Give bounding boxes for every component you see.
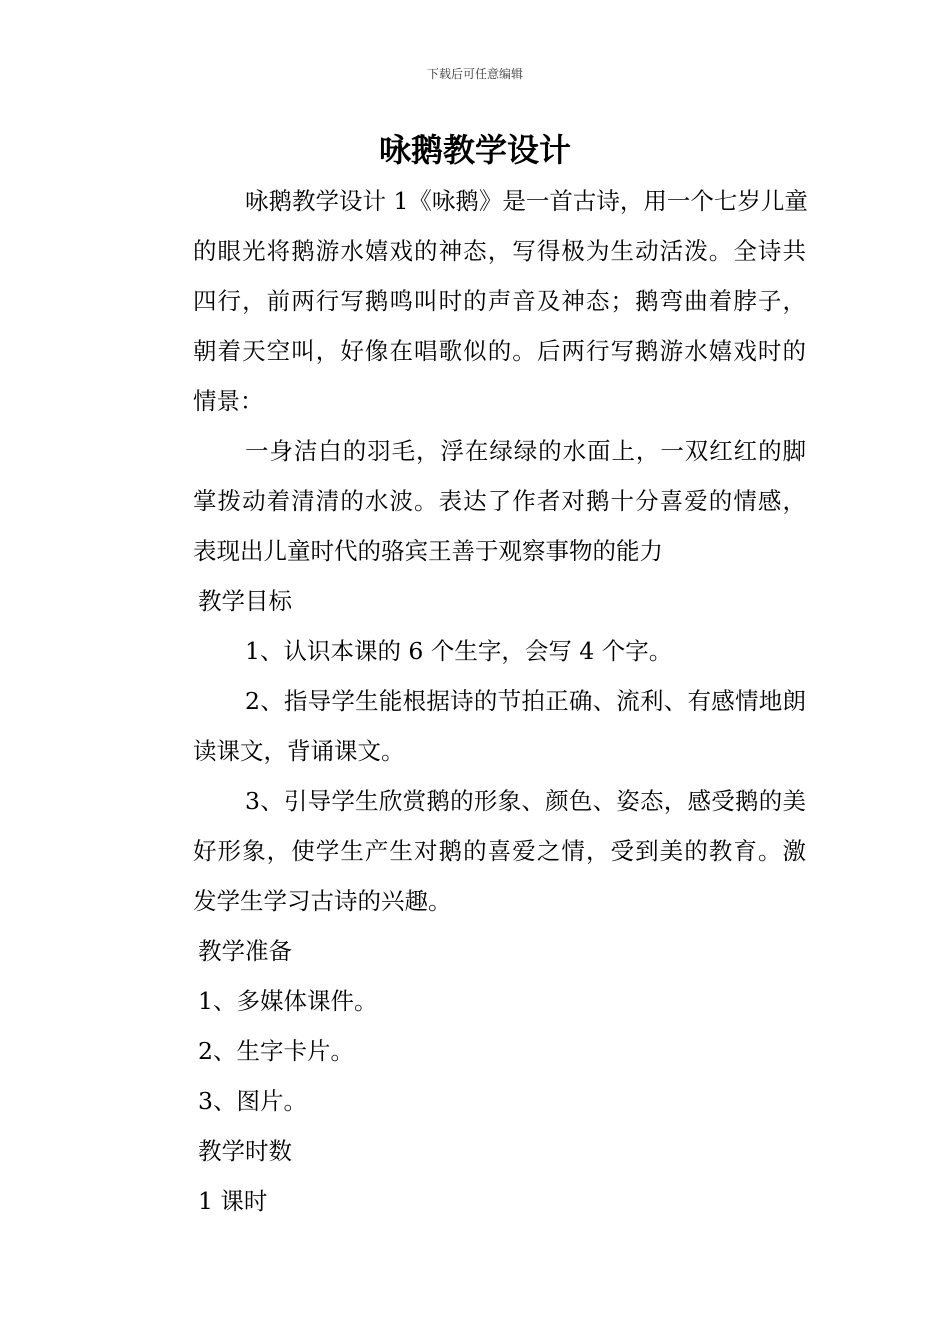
preparation-item: 3、图片。 [198, 1087, 307, 1115]
text-line: 咏鹅教学设计 1《咏鹅》是一首古诗，用一个七岁儿童 [245, 187, 808, 215]
goal-item [146, 776, 806, 926]
text-line: 读课文，背诵课文。 [193, 737, 405, 765]
description-paragraph [146, 426, 806, 576]
intro-paragraph [146, 176, 806, 426]
preparation-item: 2、生字卡片。 [198, 1037, 354, 1065]
hours-value: 1 课时 [198, 1187, 268, 1215]
text-line: 好形象，使学生产生对鹅的喜爱之情，受到美的教育。激 [193, 837, 806, 865]
text-line: 一身洁白的羽毛，浮在绿绿的水面上，一双红红的脚 [245, 437, 806, 465]
document-title: 咏鹅教学设计 [378, 131, 571, 169]
text-line: 表现出儿童时代的骆宾王善于观察事物的能力 [193, 537, 663, 565]
goal-item [146, 676, 806, 776]
goals-heading: 教学目标 [198, 587, 292, 615]
preparation-item: 1、多媒体课件。 [198, 987, 378, 1015]
text-line: 情景： [193, 387, 264, 415]
header-note: 下载后可任意编辑 [426, 67, 523, 81]
text-line: 的眼光将鹅游水嬉戏的神态，写得极为生动活泼。全诗共 [193, 237, 806, 265]
text-line: 1、认识本课的 6 个生字，会写 4 个字。 [245, 637, 673, 665]
preparation-heading: 教学准备 [198, 937, 292, 965]
text-line: 四行，前两行写鹅鸣叫时的声音及神态；鹅弯曲着脖子， [193, 287, 806, 315]
text-line: 朝着天空叫，好像在唱歌似的。后两行写鹅游水嬉戏时的 [193, 337, 806, 365]
hours-heading: 教学时数 [198, 1137, 292, 1165]
goal-item [146, 626, 806, 676]
text-line: 3、引导学生欣赏鹅的形象、颜色、姿态，感受鹅的美 [245, 787, 806, 815]
document-body [146, 176, 806, 1226]
text-line: 2、指导学生能根据诗的节拍正确、流利、有感情地朗 [245, 687, 806, 715]
text-line: 掌拨动着清清的水波。表达了作者对鹅十分喜爱的情感， [193, 487, 806, 515]
text-line: 发学生学习古诗的兴趣。 [193, 887, 452, 915]
